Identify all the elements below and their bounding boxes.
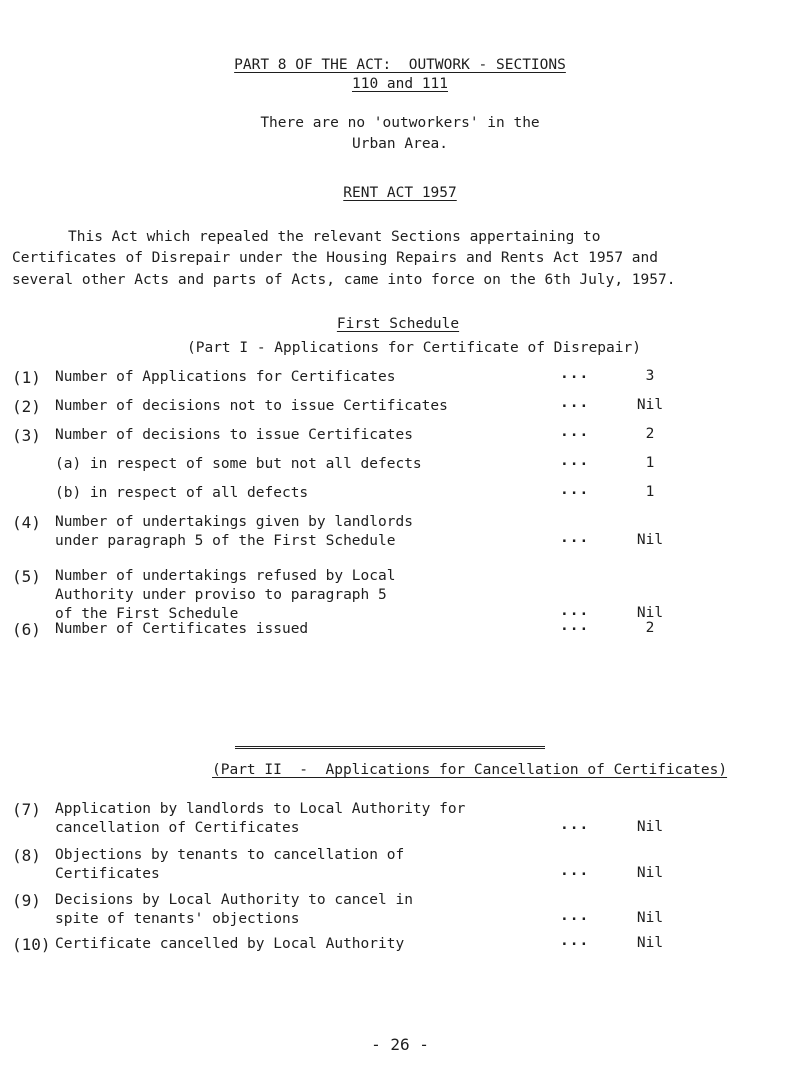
item-value: Nil: [636, 865, 664, 881]
item-number: (2): [12, 397, 41, 416]
item-value: Nil: [636, 397, 664, 413]
page-number: - 26 -: [371, 1035, 429, 1054]
divider: [235, 746, 545, 747]
part1-title: (Part I - Applications for Certificate of Disrepair): [187, 340, 641, 356]
item-value: 3: [645, 368, 655, 384]
item-label: spite of tenants' objections: [55, 911, 300, 927]
item-value: 1: [645, 484, 655, 500]
item-value: 2: [645, 426, 655, 442]
item-label: Number of decisions not to issue Certificates: [55, 398, 448, 414]
leader-dots: ...: [560, 863, 590, 879]
item-number: (6): [12, 620, 41, 639]
item-label: Number of decisions to issue Certificates: [55, 427, 413, 443]
leader-dots: ...: [560, 603, 590, 619]
leader-dots: ...: [560, 453, 590, 469]
item-number: (8): [12, 846, 41, 865]
item-label: (b) in respect of all defects: [55, 485, 309, 501]
leader-dots: ...: [560, 817, 590, 833]
leader-dots: ...: [560, 395, 590, 411]
item-number: (1): [12, 368, 41, 387]
item-label: Authority under proviso to paragraph 5: [55, 587, 387, 603]
leader-dots: ...: [560, 933, 590, 949]
rent-act-heading: RENT ACT 1957: [343, 185, 457, 201]
item-value: Nil: [636, 935, 664, 951]
item-value: 2: [645, 620, 655, 636]
item-label: Number of undertakings given by landlords: [55, 514, 413, 530]
item-label: Certificates: [55, 866, 160, 882]
divider: [235, 748, 545, 749]
paragraph-line: This Act which repealed the relevant Sections appertaining to: [68, 229, 601, 245]
leader-dots: ...: [560, 618, 590, 634]
item-label: Number of Applications for Certificates: [55, 369, 396, 385]
item-value: Nil: [636, 819, 664, 835]
item-label: Certificate cancelled by Local Authority: [55, 936, 405, 952]
paragraph-line: Certificates of Disrepair under the Housing Repairs and Rents Act 1957 and: [12, 250, 659, 266]
section-title-line2: 110 and 111: [351, 76, 449, 92]
outworkers-text-line2: Urban Area.: [351, 136, 449, 152]
item-number: (7): [12, 800, 41, 819]
item-label: Number of undertakings refused by Local: [55, 568, 396, 584]
item-label: Application by landlords to Local Authority for: [55, 801, 466, 817]
first-schedule-heading: First Schedule: [336, 316, 460, 332]
item-label: under paragraph 5 of the First Schedule: [55, 533, 396, 549]
item-number: (4): [12, 513, 41, 532]
item-number: (10): [12, 935, 51, 954]
outworkers-text-line1: There are no 'outworkers' in the: [260, 115, 540, 131]
item-number: (3): [12, 426, 41, 445]
item-label: Objections by tenants to cancellation of: [55, 847, 405, 863]
item-number: (5): [12, 567, 41, 586]
item-value: 1: [645, 455, 655, 471]
section-title: PART 8 OF THE ACT: OUTWORK - SECTIONS: [234, 57, 566, 73]
item-label: Number of Certificates issued: [55, 621, 309, 637]
item-label: Decisions by Local Authority to cancel in: [55, 892, 413, 908]
item-label: (a) in respect of some but not all defects: [55, 456, 422, 472]
leader-dots: ...: [560, 366, 590, 382]
leader-dots: ...: [560, 482, 590, 498]
paragraph-line: several other Acts and parts of Acts, came into force on the 6th July, 1957.: [12, 272, 676, 288]
leader-dots: ...: [560, 424, 590, 440]
item-number: (9): [12, 891, 41, 910]
part2-title: (Part II - Applications for Cancellation of Certificates): [212, 762, 728, 778]
leader-dots: ...: [560, 908, 590, 924]
item-value: Nil: [636, 910, 664, 926]
leader-dots: ...: [560, 530, 590, 546]
item-label: cancellation of Certificates: [55, 820, 300, 836]
item-value: Nil: [636, 605, 664, 621]
item-label: of the First Schedule: [55, 606, 239, 622]
item-value: Nil: [636, 532, 664, 548]
